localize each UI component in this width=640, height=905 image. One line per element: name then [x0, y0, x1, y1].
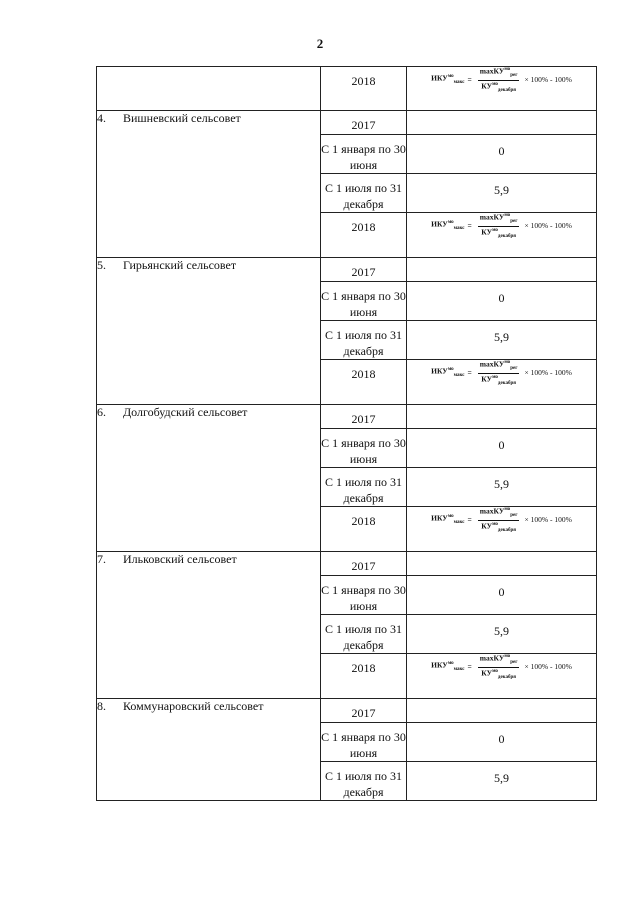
- period-cell: С 1 июля по 31 декабря: [321, 762, 407, 801]
- formula-fraction: $\frac{\max КУ^{мо}_{рег}}{КУ^{мо}_{декабря}}$: [479, 653, 518, 680]
- period-cell: С 1 января по 30 июня: [321, 135, 407, 174]
- year-cell: 2017: [321, 552, 407, 576]
- year-cell: 2018: [321, 360, 407, 405]
- formula-lhs: $ИКУ^{мо}_{макс}$: [431, 219, 465, 232]
- value-cell: 0: [407, 576, 597, 615]
- municipality-number: 4.: [97, 111, 106, 125]
- value-cell: 5,9: [407, 321, 597, 360]
- period-cell: С 1 января по 30 июня: [321, 576, 407, 615]
- formula-tail: × 100% - 100%: [524, 74, 572, 84]
- period-cell: С 1 июля по 31 декабря: [321, 321, 407, 360]
- formula-equals: =: [467, 514, 472, 524]
- municipality-cell: [97, 552, 321, 699]
- year-cell: 2018: [321, 67, 407, 111]
- municipality-name: Долгобудский сельсовет: [123, 405, 248, 419]
- value-cell: 5,9: [407, 762, 597, 801]
- value-cell: 5,9: [407, 468, 597, 507]
- period-cell: С 1 июля по 31 декабря: [321, 468, 407, 507]
- value-cell: 0: [407, 429, 597, 468]
- formula-lhs: $ИКУ^{мо}_{макс}$: [431, 513, 465, 526]
- formula-fraction: $\frac{\max КУ^{мо}_{рег}}{КУ^{мо}_{декабря}}$: [479, 66, 518, 93]
- year-cell: 2018: [321, 654, 407, 699]
- empty-cell: [407, 111, 597, 135]
- table-row: [97, 405, 597, 429]
- formula-cell: [407, 213, 597, 258]
- formula-equals: =: [467, 74, 472, 84]
- municipality-name: Коммунаровский сельсовет: [123, 699, 264, 713]
- formula-lhs: $ИКУ^{мо}_{макс}$: [431, 366, 465, 379]
- table-row: [97, 111, 597, 135]
- municipality-number: 8.: [97, 699, 106, 713]
- year-cell: 2018: [321, 507, 407, 552]
- empty-cell: [407, 405, 597, 429]
- formula-cell: [407, 654, 597, 699]
- formula-cell: [407, 67, 597, 111]
- year-cell: 2017: [321, 111, 407, 135]
- tariff-table: [96, 66, 597, 801]
- formula: [407, 654, 596, 680]
- municipality-cell: [97, 258, 321, 405]
- formula-tail: × 100% - 100%: [524, 367, 572, 377]
- municipality-cell: [97, 111, 321, 258]
- formula-cell: [407, 360, 597, 405]
- empty-cell: [407, 552, 597, 576]
- year-cell: 2017: [321, 258, 407, 282]
- year-cell: 2017: [321, 699, 407, 723]
- municipality-cell: [97, 699, 321, 801]
- period-cell: С 1 января по 30 июня: [321, 429, 407, 468]
- municipality-number: 5.: [97, 258, 106, 272]
- municipality-name: Гирьянский сельсовет: [123, 258, 237, 272]
- formula: [407, 507, 596, 533]
- formula-equals: =: [467, 220, 472, 230]
- page-number: 2: [316, 36, 324, 51]
- municipality-cell: [97, 405, 321, 552]
- municipality-number: 7.: [97, 552, 106, 566]
- formula-equals: =: [467, 367, 472, 377]
- value-cell: 5,9: [407, 615, 597, 654]
- formula-tail: × 100% - 100%: [524, 514, 572, 524]
- formula: [407, 360, 596, 386]
- formula-lhs: $ИКУ^{мо}_{макс}$: [431, 73, 465, 86]
- formula-equals: =: [467, 661, 472, 671]
- municipality-name: Ильковский сельсовет: [123, 552, 237, 566]
- municipality-name: Вишневский сельсовет: [123, 111, 241, 125]
- period-cell: С 1 января по 30 июня: [321, 282, 407, 321]
- value-cell: 5,9: [407, 174, 597, 213]
- year-cell: 2017: [321, 405, 407, 429]
- formula-tail: × 100% - 100%: [524, 661, 572, 671]
- formula: [407, 213, 596, 239]
- formula-fraction: $\frac{\max КУ^{мо}_{рег}}{КУ^{мо}_{декабря}}$: [479, 359, 518, 386]
- municipality-number: 6.: [97, 405, 106, 419]
- table-row: [97, 699, 597, 723]
- empty-cell: [407, 699, 597, 723]
- formula: [407, 67, 596, 93]
- formula-fraction: $\frac{\max КУ^{мо}_{рег}}{КУ^{мо}_{декабря}}$: [479, 506, 518, 533]
- value-cell: 0: [407, 723, 597, 762]
- formula-cell: [407, 507, 597, 552]
- period-cell: С 1 июля по 31 декабря: [321, 615, 407, 654]
- empty-cell: [407, 258, 597, 282]
- table-row: [97, 552, 597, 576]
- formula-lhs: $ИКУ^{мо}_{макс}$: [431, 660, 465, 673]
- empty-cell: [97, 67, 321, 111]
- formula-fraction: $\frac{\max КУ^{мо}_{рег}}{КУ^{мо}_{декабря}}$: [479, 212, 518, 239]
- value-cell: 0: [407, 282, 597, 321]
- year-cell: 2018: [321, 213, 407, 258]
- period-cell: С 1 июля по 31 декабря: [321, 174, 407, 213]
- table-row: [97, 67, 597, 111]
- formula-tail: × 100% - 100%: [524, 220, 572, 230]
- table-row: [97, 258, 597, 282]
- value-cell: 0: [407, 135, 597, 174]
- period-cell: С 1 января по 30 июня: [321, 723, 407, 762]
